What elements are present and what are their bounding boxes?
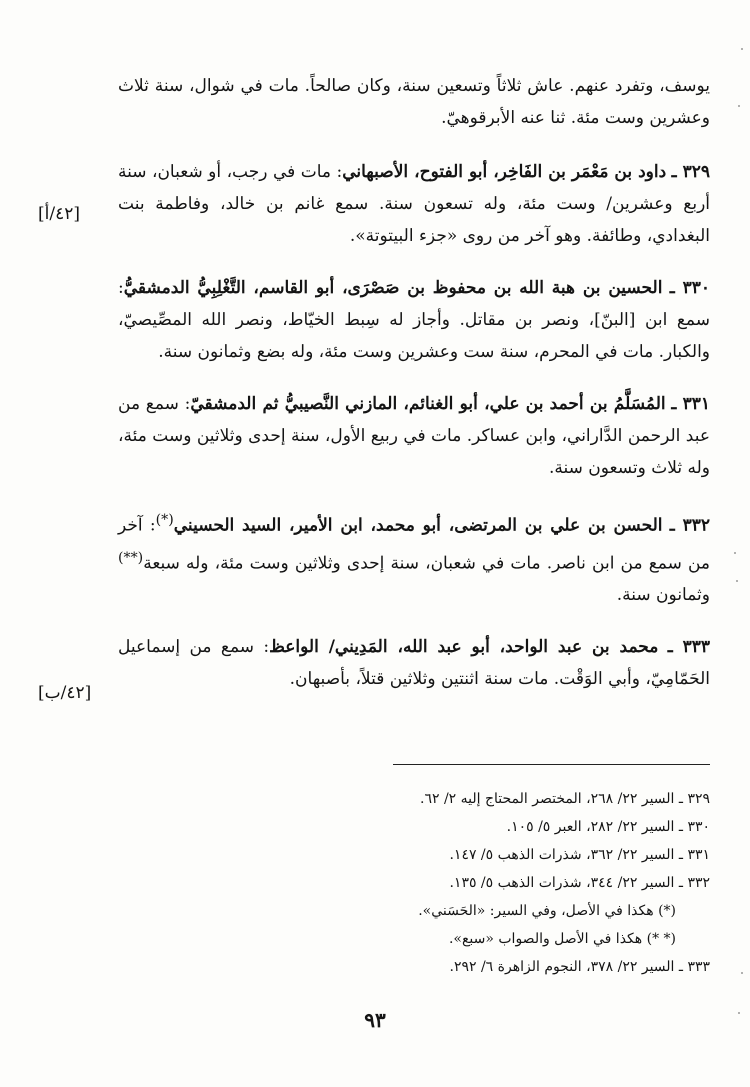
entry-text: : سمع من عبد الرحمن الدَّاراني، وابن عساكر. مات في ربيع الأول، سنة إحدى وثلاثين وست مئة، وله ثلاث وتسعون سنة. <box>118 394 710 478</box>
footnote: ٣٣٠ ـ السير ٢٢/ ٢٨٢، العبر ٥/ ١٠٥. <box>506 819 710 835</box>
entry-number: ٣٣١ ـ <box>671 394 710 414</box>
margin-folio-ref: [٤٢/أ] <box>38 204 80 224</box>
entry-text: : سمع من إسماعيل الحَمّامِيّ، وأبي الوَقْت. مات سنة اثنتين وثلاثين قتلاً، بأصبهان. <box>118 637 710 690</box>
scan-speck <box>736 580 738 582</box>
main-text <box>118 70 710 715</box>
entry-330 <box>118 272 710 368</box>
entry-text-end: وثمانون سنة. <box>616 585 710 606</box>
entry-number: ٣٣٣ ـ <box>667 637 711 658</box>
entry-329 <box>118 156 710 252</box>
entry-333 <box>118 631 710 695</box>
entry-heading: الحسن بن علي بن المرتضى، أبو محمد، ابن الأمير، السيد الحسيني <box>173 515 663 536</box>
entry-number: ٣٣٠ ـ <box>669 278 710 298</box>
scan-speck <box>741 48 743 50</box>
footnote-mark: (*) <box>155 512 174 528</box>
scan-speck <box>734 552 736 554</box>
entry-heading: المُسَلَّمُ بن أحمد بن علي، أبو الغنائم، المازني النَّصيبيُّ ثم الدمشقيّ <box>190 394 666 414</box>
footnote-divider <box>393 764 710 765</box>
footnote: ٣٣٣ ـ السير ٢٢/ ٣٧٨، النجوم الزاهرة ٦/ ٢٩٢. <box>449 959 710 975</box>
scan-speck <box>738 1012 740 1014</box>
footnote: ٣٢٩ ـ السير ٢٢/ ٢٦٨، المختصر المحتاج إليه ٢/ ٦٢. <box>420 791 710 807</box>
footnote-mark: (**) <box>118 549 144 566</box>
entry-continuation <box>118 70 710 134</box>
margin-folio-ref: [٤٢/ب] <box>38 683 92 703</box>
footnote: (* *) هكذا في الأصل والصواب «سبع». <box>448 931 676 947</box>
entry-332 <box>118 504 710 611</box>
footnote: (*) هكذا في الأصل، وفي السير: «الحَسَني». <box>418 903 676 919</box>
entry-text: : مات في رجب، أو شعبان، سنة أربع وعشرين/ وست مئة، وله تسعون سنة. سمع غانم بن خالد، وفاطمة بنت البغدادي، وطائفة. وهو آخر من روى «جزء البيتوتة». <box>118 162 710 246</box>
entry-number: ٣٢٩ ـ <box>671 162 711 182</box>
entry-text: يوسف، وتفرد عنهم. عاش ثلاثاً وتسعين سنة، وكان صالحاً. مات في شوال، سنة ثلاث وعشرين وست مئة. ثنا عنه الأبرقوهيّ. <box>118 76 710 128</box>
footnote: ٣٣١ ـ السير ٢٢/ ٣٦٢، شذرات الذهب ٥/ ١٤٧. <box>449 847 710 863</box>
page-number: ٩٣ <box>364 1008 386 1032</box>
entry-heading: الحسين بن هبة الله بن محفوظ بن صَصْرَى، أبو القاسم، التَّغْلِبِيُّ الدمشقيُّ <box>123 278 663 298</box>
footnote: ٣٣٢ ـ السير ٢٢/ ٣٤٤، شذرات الذهب ٥/ ١٣٥. <box>449 875 710 891</box>
entry-heading: محمد بن عبد الواحد، أبو عبد الله، المَدِيني/ الواعظ <box>269 637 659 658</box>
scan-speck <box>738 105 740 107</box>
entry-number: ٣٣٢ ـ <box>669 515 710 536</box>
entry-text: : آخر من سمع من ابن ناصر. مات في شعبان، سنة إحدى وثلاثين وست مئة، وله سبعة <box>118 515 710 574</box>
entry-heading: داود بن مَعْمَر بن الفَاخِر، أبو الفتوح، الأصبهاني <box>342 162 667 182</box>
entry-text: : سمع ابن [البنّ]، ونصر بن مقاتل. وأجاز له سِبط الخيّاط، ونصر الله المصِّيصيّ، والكبار. مات في المحرم، سنة ست وعشرين وست مئة، وله بضع وثمانون سنة. <box>118 278 710 362</box>
footnotes <box>250 785 710 981</box>
entry-331 <box>118 388 710 484</box>
scan-speck <box>741 972 743 974</box>
